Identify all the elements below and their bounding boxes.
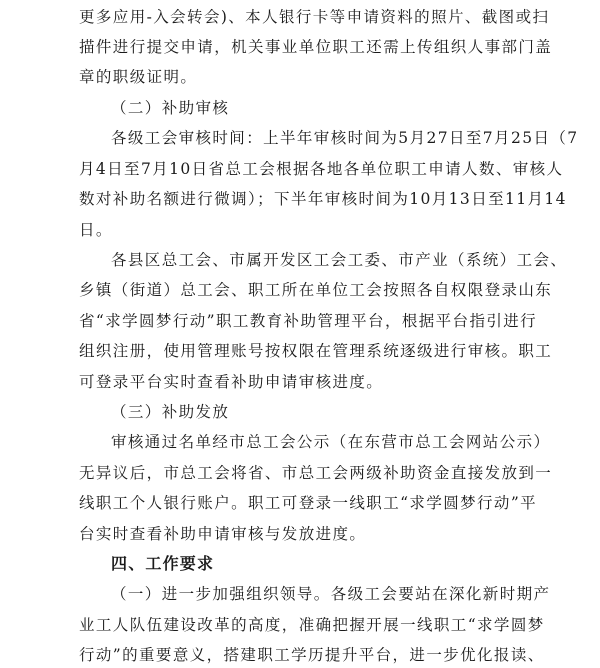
body-text-line: 描件进行提交申请，机关事业单位职工还需上传组织人事部门盖 (79, 38, 553, 56)
body-text-line: 各级工会审核时间：上半年审核时间为5月27日至7月25日（7 (111, 129, 579, 147)
body-text-line: 可登录平台实时查看补助申请审核进度。 (79, 373, 384, 391)
section-subheading: （二）补助审核 (111, 99, 230, 117)
body-text-line: 省“求学圆梦行动”职工教育补助管理平台，根据平台指引进行 (79, 312, 538, 330)
body-text-line: 台实时查看补助申请审核与发放进度。 (79, 525, 367, 543)
body-text-line: 日。 (79, 221, 113, 239)
body-text-line: 组织注册，使用管理账号按权限在管理系统逐级进行审核。职工 (79, 342, 553, 360)
body-text-line: （一）进一步加强组织领导。各级工会要站在深化新时期产 (111, 585, 551, 603)
section-heading: 四、工作要求 (111, 554, 215, 573)
section-subheading: （三）补助发放 (111, 403, 230, 421)
body-text-line: 数对补助名额进行微调）；下半年审核时间为10月13日至11月14 (79, 190, 567, 208)
body-text-line: 各县区总工会、市属开发区工会工委、市产业（系统）工会、 (111, 251, 568, 269)
body-text-line: 更多应用-入会转会)、本人银行卡等申请资料的照片、截图或扫 (79, 8, 550, 26)
body-text-line: 行动”的重要意义，搭建职工学历提升平台，进一步优化报读、 (79, 646, 545, 664)
body-text-line: 无异议后，市总工会将省、市总工会两级补助资金直接发放到一 (79, 464, 553, 482)
body-text-line: 乡镇（街道）总工会、职工所在单位工会按照各自权限登录山东 (79, 281, 553, 299)
body-text-line: 线职工个人银行账户。职工可登录一线职工“求学圆梦行动”平 (79, 494, 538, 512)
body-text-line: 审核通过名单经市总工会公示（在东营市总工会网站公示） (111, 433, 551, 451)
body-text-line: 月4日至7月10日省总工会根据各地各单位职工申请人数、审核人 (79, 160, 564, 178)
body-text-line: 章的职级证明。 (79, 68, 198, 86)
body-text-line: 业工人队伍建设改革的高度，准确把握开展一线职工“求学圆梦 (79, 616, 545, 634)
